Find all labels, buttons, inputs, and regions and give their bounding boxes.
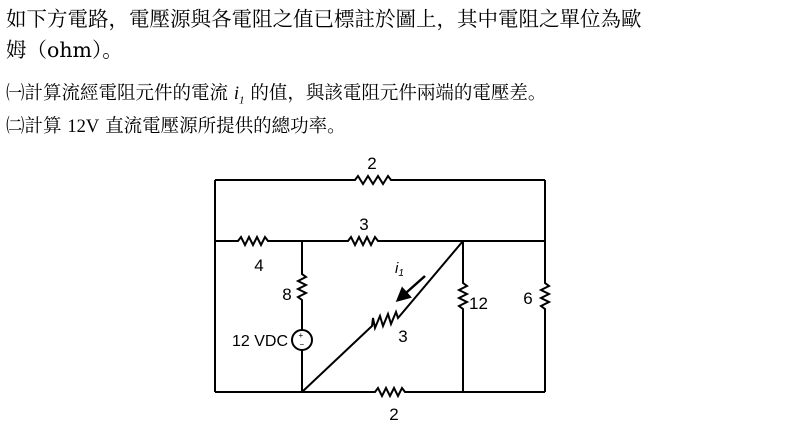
current-arrow [398,276,425,300]
label-r-top: 2 [367,154,377,173]
part-1-text-before: 計算流經電阻元件的電流 [24,83,234,104]
label-r-bottom: 2 [389,405,399,424]
question-part-2 [6,114,346,140]
part-1-text-after: 的值，與該電阻元件兩端的電壓差。 [244,83,547,104]
source-minus-mark: − [299,340,305,349]
label-r-12: 12 [469,294,488,313]
middle-wire-resistors [215,237,545,245]
part-2-text-before: 計算 [24,116,68,137]
label-r-mid: 3 [359,215,369,234]
label-current: $i_1$ [395,260,404,279]
source-plus-mark: + [298,331,304,340]
part-2-number: 12V [67,117,100,137]
label-r-diag: 3 [398,327,408,346]
top-wire-resistor-2 [215,176,545,184]
label-r-left: 4 [254,256,264,275]
circuit-diagram [200,148,580,433]
question-part-1 [6,81,546,114]
part-2-text-after: 直流電壓源所提供的總功率。 [99,116,346,137]
diagonal-resistor-3 [299,241,463,392]
resistor-8-branch [298,241,306,392]
resistor-12-branch [459,241,467,392]
label-source: 12 VDC [231,333,288,350]
part-1-marker: ㈠ [6,83,25,104]
label-r-vert: 8 [282,285,292,304]
question-line-2: 姆（ohm）。 [6,38,123,62]
bottom-wire-resistor-2 [215,388,545,396]
resistor-6-branch [541,241,549,392]
question-line-1: 如下方電路，電壓源與各電阻之值已標註於圖上，其中電阻之單位為歐 [6,7,642,31]
part-2-marker: ㈡ [6,116,25,137]
part-1-variable: $i_1$ [233,84,245,107]
label-r-6: 6 [523,289,533,308]
